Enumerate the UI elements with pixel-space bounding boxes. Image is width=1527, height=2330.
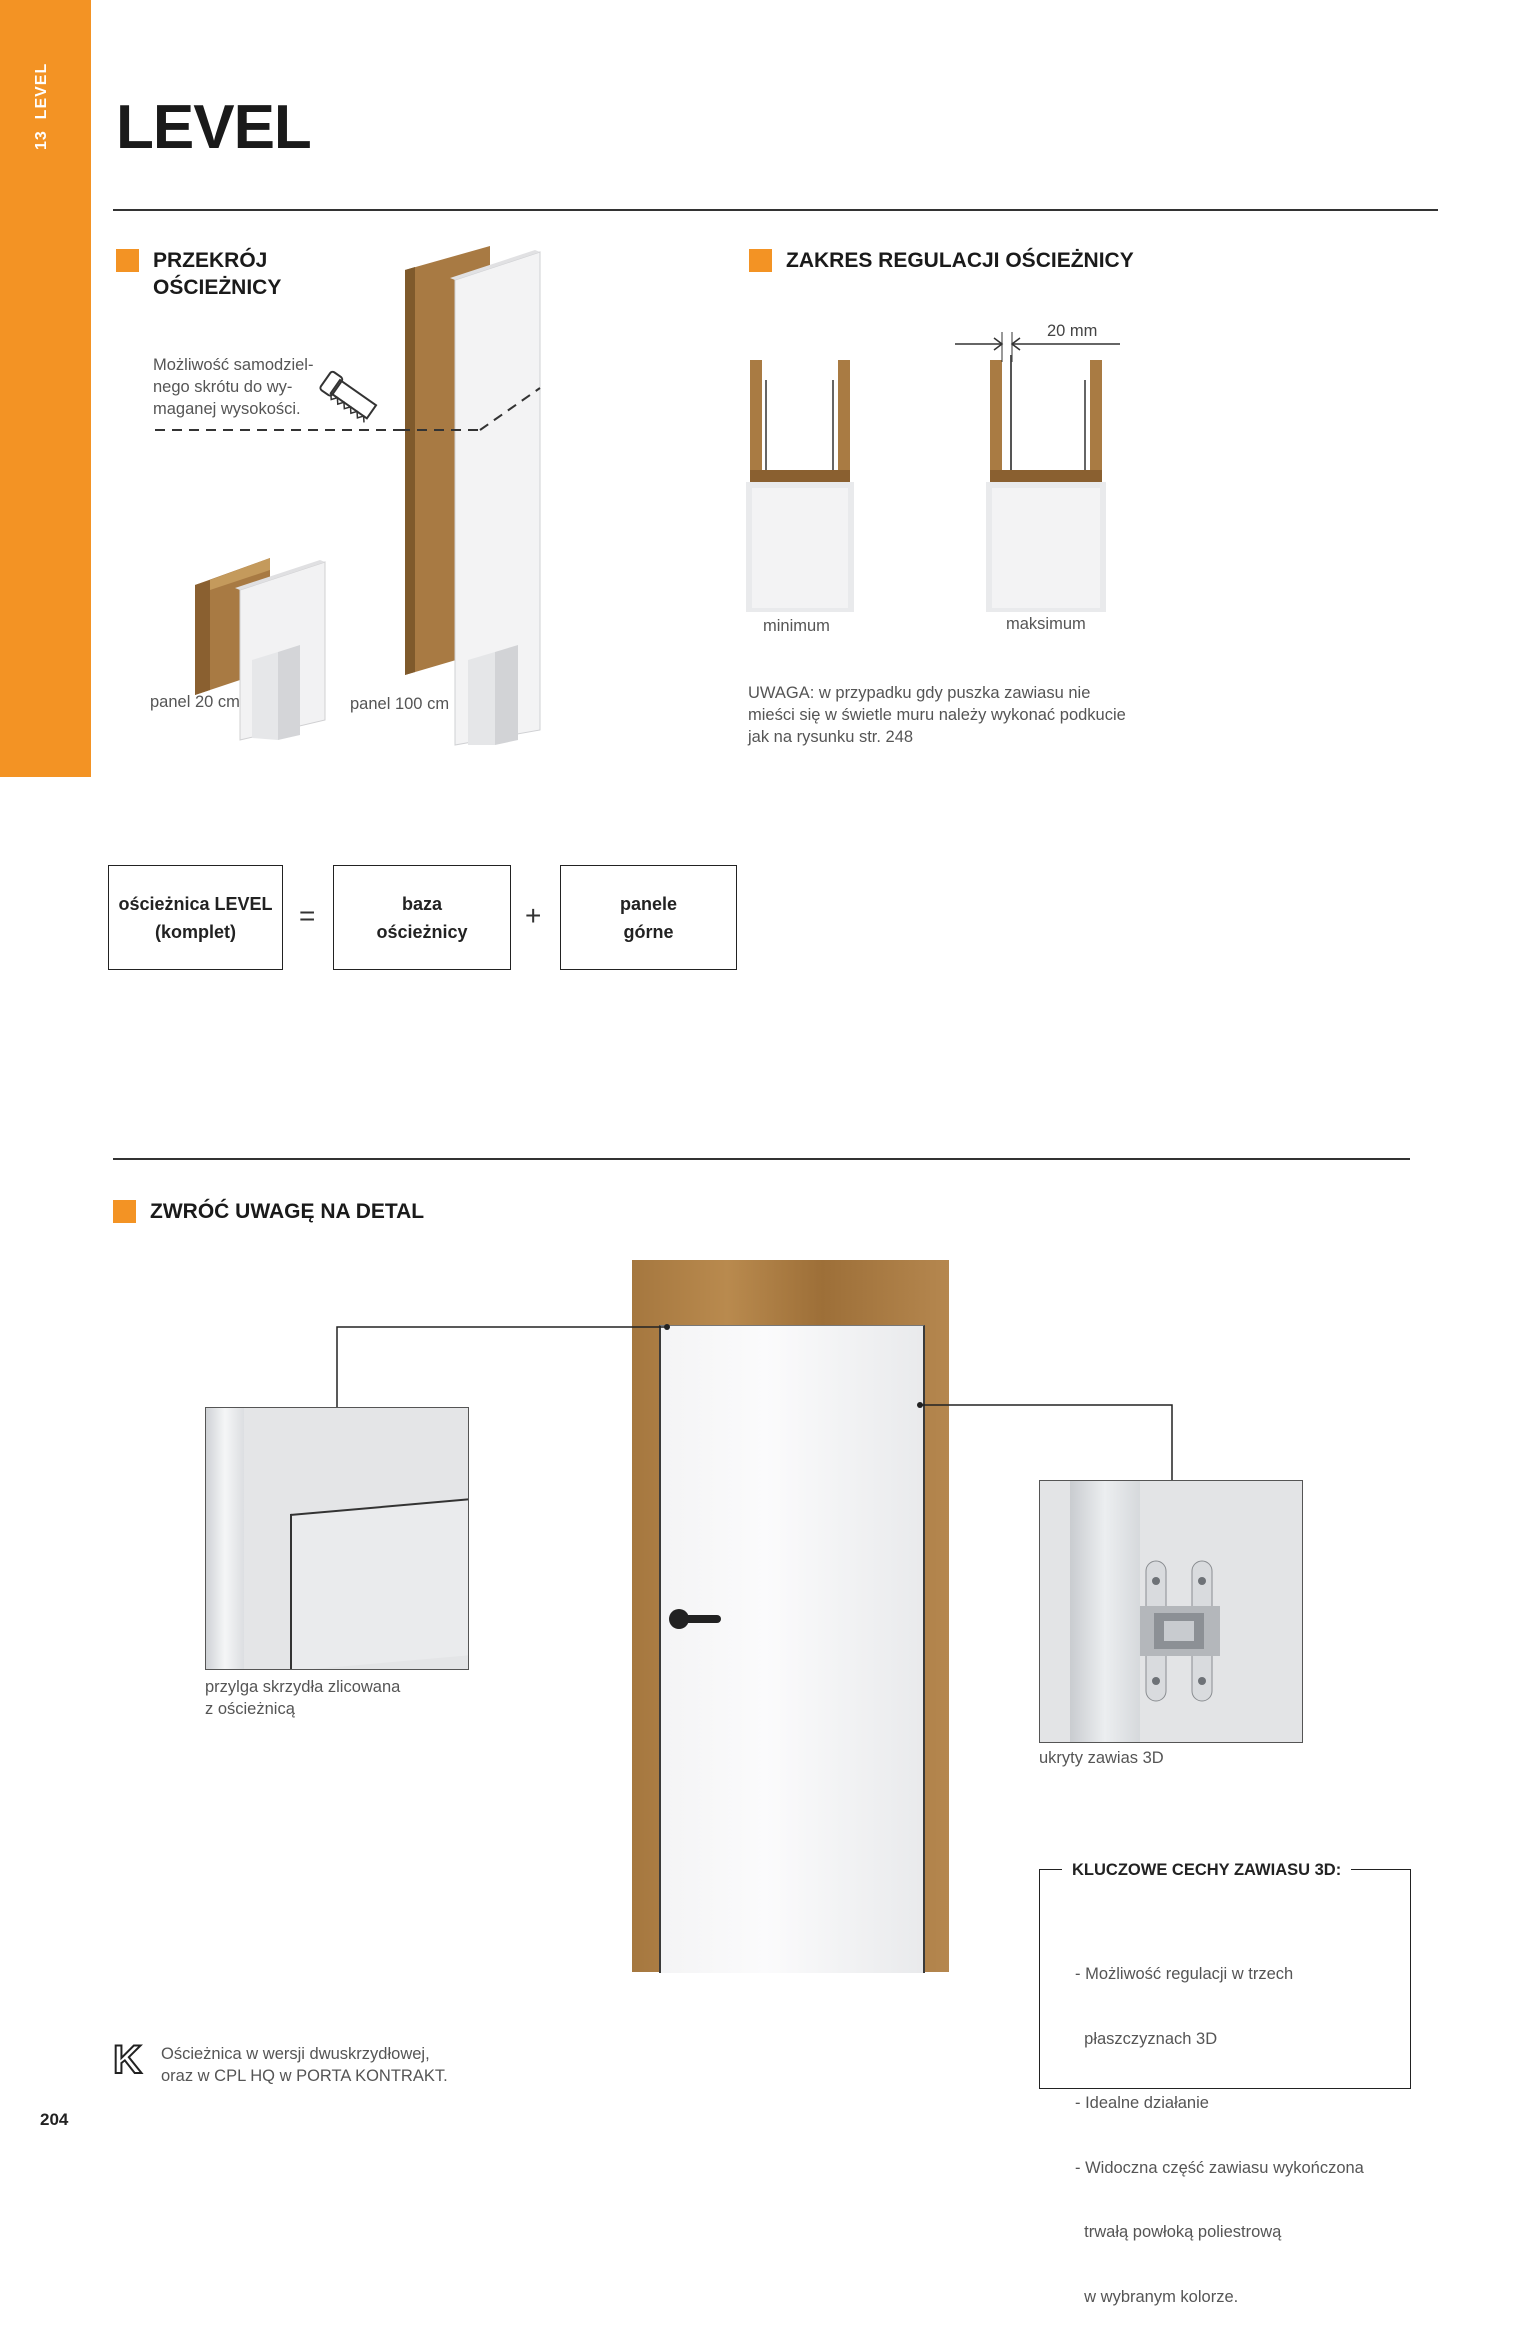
hinge-features-title: KLUCZOWE CECHY ZAWIASU 3D: [1062, 1858, 1351, 1882]
panel-20-label: panel 20 cm [150, 693, 240, 711]
box-line: panele [619, 893, 678, 914]
page-title: LEVEL [116, 93, 311, 162]
section-range-heading: ZAKRES REGULACJI OŚCIEŻNICY [786, 249, 1134, 272]
panel-100-illustration [405, 246, 540, 745]
frame-cross-section-illustration [150, 240, 550, 760]
section-marker [113, 1200, 136, 1223]
chapter-name: LEVEL [33, 62, 50, 120]
warning-line: mieści się w świetle muru należy wykonać podkucie [748, 706, 1126, 724]
hinge-icon [1140, 1551, 1240, 1711]
saw-icon [318, 371, 378, 423]
formula-box-frame-base [333, 865, 511, 970]
heading-line: OŚCIEŻNICY [153, 276, 282, 299]
maximum-label: maksimum [1006, 615, 1086, 633]
equals-sign: = [299, 900, 316, 931]
box-line: (komplet) [155, 921, 236, 942]
flush-leaf-detail-photo [205, 1407, 469, 1670]
warning-line: UWAGA: w przypadku gdy puszka zawiasu nie [748, 684, 1091, 702]
caption-line: z ościeżnicą [205, 1700, 295, 1718]
hinge-caption: ukryty zawias 3D [1039, 1749, 1164, 1767]
formula-box-complete-frame [108, 865, 283, 970]
kontrakt-note [161, 2043, 448, 2087]
note-line: Możliwość samodziel- [153, 356, 314, 374]
section-detail-heading: ZWRÓĆ UWAGĘ NA DETAL [150, 1200, 425, 1223]
range-warning [748, 682, 1126, 748]
heading-line: PRZEKRÓJ [153, 249, 268, 272]
middle-divider [113, 1158, 1410, 1160]
feature-line: - Możliwość regulacji w trzech [1075, 1965, 1294, 1983]
note-line: nego skrótu do wy- [153, 378, 293, 396]
feature-line: - Widoczna część zawiasu wykończona [1075, 2158, 1364, 2177]
feature-line: płaszczyznach 3D [1075, 2029, 1218, 2048]
panel-100-label: panel 100 cm [350, 695, 450, 713]
page-number: 204 [40, 2110, 69, 2129]
feature-line: trwałą powłoką poliestrową [1075, 2223, 1282, 2241]
flush-caption [205, 1676, 400, 1720]
box-line: ościeżnica LEVEL [118, 893, 273, 914]
formula-box-top-panels [560, 865, 737, 970]
warning-line: jak na rysunku str. 248 [748, 728, 914, 746]
box-line: baza [401, 893, 442, 914]
kontrakt-logo-icon: K [113, 2038, 142, 2082]
chapter-number: 13 [33, 130, 50, 150]
box-line: ościeżnicy [376, 921, 468, 942]
section-marker [116, 249, 139, 272]
note-line: maganej wysokości. [153, 400, 301, 418]
frame-maximum-illustration [986, 355, 1106, 612]
box-line: górne [623, 921, 674, 942]
door-handle-icon [665, 1605, 725, 1635]
kontrakt-line: Ościeżnica w wersji dwuskrzydłowej, [161, 2045, 430, 2063]
plus-sign: + [525, 900, 542, 931]
kontrakt-line: oraz w CPL HQ w PORTA KONTRAKT. [161, 2067, 448, 2085]
caption-line: przylga skrzydła zlicowana [205, 1678, 401, 1696]
minimum-label: minimum [763, 617, 830, 635]
adjustment-range-illustration [740, 320, 1120, 615]
hinge-features-list [1075, 1921, 1364, 2330]
side-tab-label [33, 60, 63, 150]
feature-line: - Idealne działanie [1075, 2094, 1209, 2112]
section-marker [749, 249, 772, 272]
frame-minimum-illustration [746, 360, 854, 612]
hidden-hinge-photo [1039, 1480, 1303, 1743]
dimension-label: 20 mm [1047, 322, 1098, 340]
feature-line: w wybranym kolorze. [1075, 2287, 1239, 2306]
top-divider [113, 209, 1438, 211]
